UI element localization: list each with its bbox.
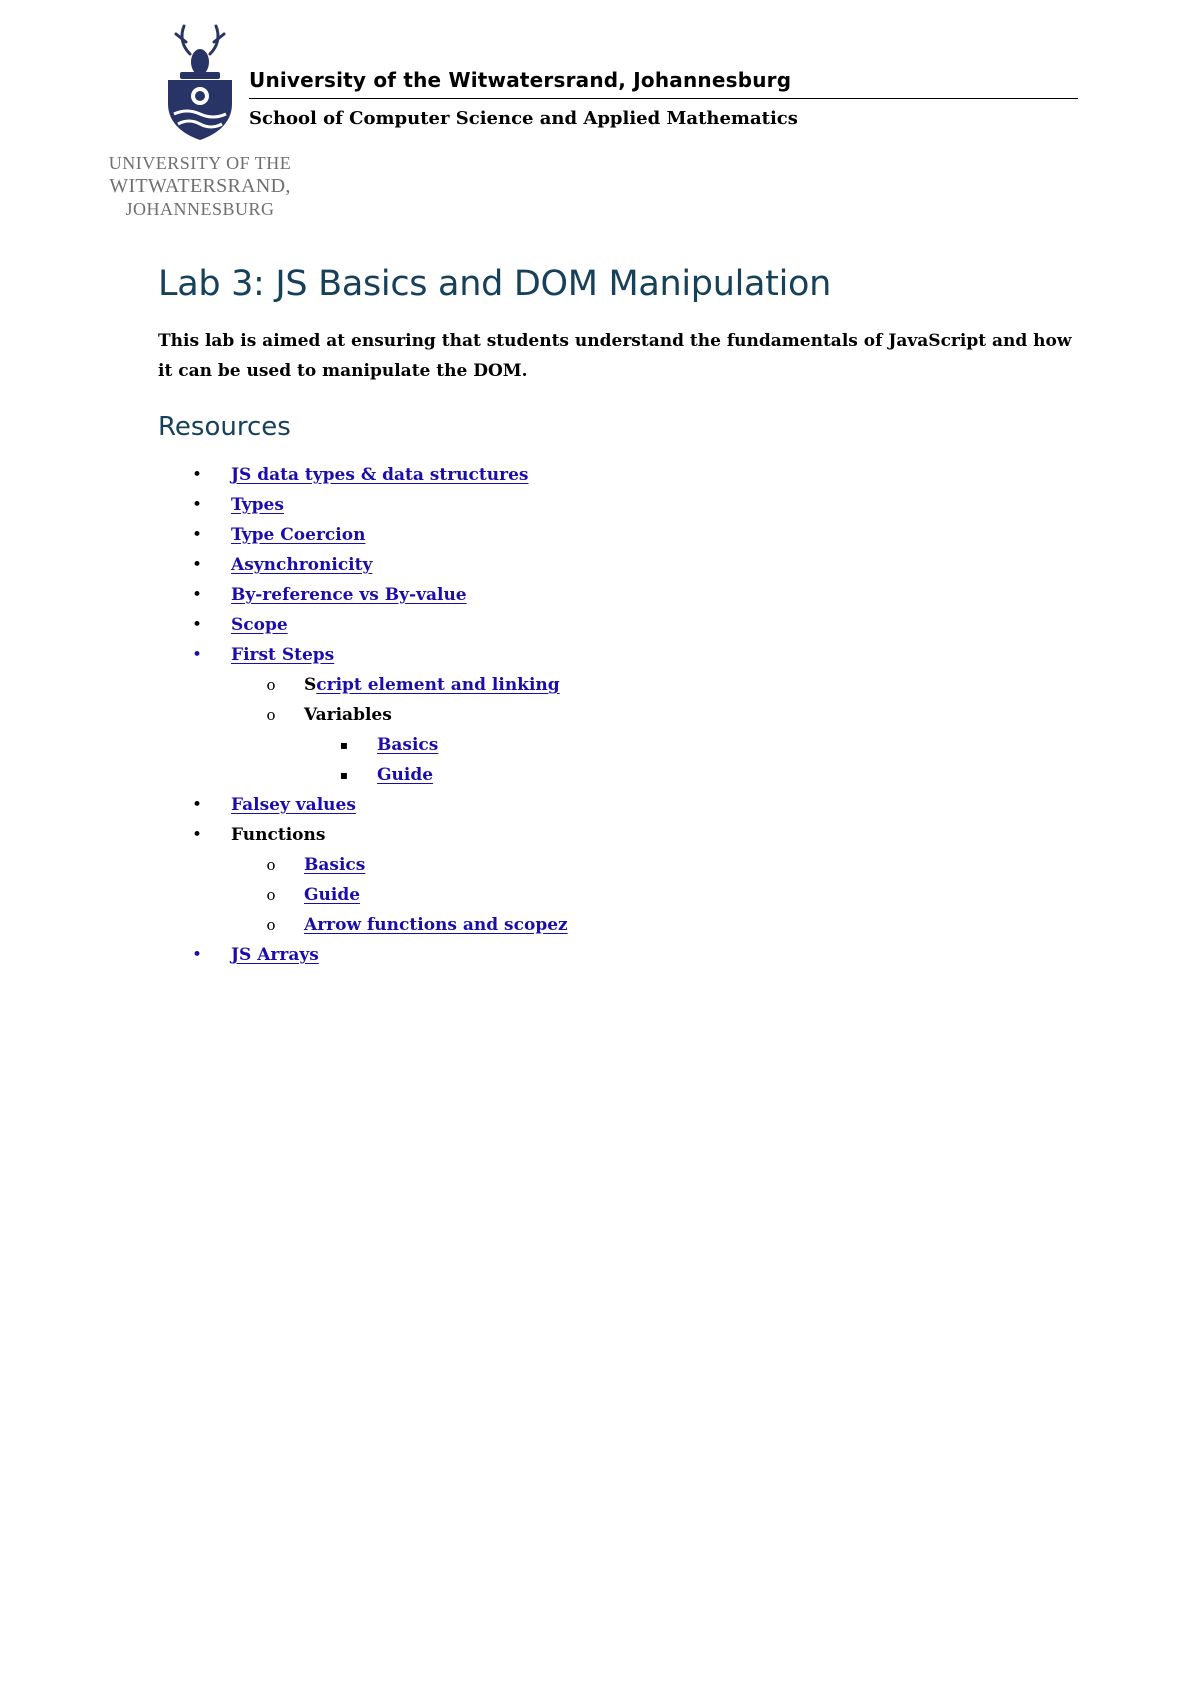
resource-link[interactable]: Type Coercion bbox=[231, 525, 366, 545]
resource-item bbox=[0, 820, 1200, 850]
bullet-icon: ▪ bbox=[339, 738, 349, 752]
resource-link[interactable]: Guide bbox=[304, 885, 361, 905]
resource-link[interactable]: Types bbox=[231, 495, 284, 515]
resource-link[interactable]: Basics bbox=[377, 735, 439, 755]
resource-item bbox=[0, 730, 1200, 760]
resource-item bbox=[0, 520, 1200, 550]
resource-item bbox=[0, 910, 1200, 940]
resource-link[interactable]: By-reference vs By-value bbox=[231, 585, 467, 605]
resource-item bbox=[0, 580, 1200, 610]
resource-text bbox=[231, 790, 356, 820]
resources-heading: Resources bbox=[158, 412, 291, 442]
bullet-icon: o bbox=[266, 886, 276, 904]
logo-line-2: WITWATERSRAND, bbox=[109, 175, 291, 197]
resource-link[interactable]: cript element and linking bbox=[316, 675, 560, 695]
resource-text bbox=[231, 640, 334, 670]
resource-text bbox=[231, 820, 325, 850]
page-title: Lab 3: JS Basics and DOM Manipulation bbox=[158, 264, 832, 304]
resource-item bbox=[0, 550, 1200, 580]
university-name: University of the Witwatersrand, Johannesburg bbox=[249, 68, 792, 92]
resource-text bbox=[231, 940, 319, 970]
resource-link[interactable]: JS data types & data structures bbox=[231, 465, 529, 485]
resource-item bbox=[0, 850, 1200, 880]
logo-line-1: UNIVERSITY OF THE bbox=[108, 153, 292, 173]
resource-text bbox=[304, 910, 568, 940]
bullet-icon: • bbox=[191, 945, 203, 965]
bullet-icon: • bbox=[191, 495, 203, 515]
bullet-icon: o bbox=[266, 916, 276, 934]
resource-item bbox=[0, 640, 1200, 670]
resource-item bbox=[0, 790, 1200, 820]
resource-text bbox=[304, 700, 392, 730]
resource-item bbox=[0, 670, 1200, 700]
bullet-icon: • bbox=[191, 795, 203, 815]
resource-item bbox=[0, 940, 1200, 970]
resource-text bbox=[377, 760, 433, 790]
resource-item bbox=[0, 610, 1200, 640]
resource-label: Variables bbox=[304, 705, 392, 725]
resource-item bbox=[0, 760, 1200, 790]
resource-link[interactable]: Arrow functions and scopez bbox=[304, 915, 568, 935]
resource-item bbox=[0, 490, 1200, 520]
resource-text bbox=[377, 730, 438, 760]
resource-text bbox=[231, 490, 284, 520]
resource-link[interactable]: JS Arrays bbox=[231, 945, 319, 965]
bullet-icon: • bbox=[191, 825, 203, 845]
bullet-icon: • bbox=[191, 585, 203, 605]
resource-item bbox=[0, 880, 1200, 910]
bullet-icon: ▪ bbox=[339, 768, 349, 782]
resource-text bbox=[304, 850, 365, 880]
resource-prefix: S bbox=[304, 675, 317, 695]
resource-text bbox=[231, 520, 365, 550]
header-divider bbox=[249, 98, 1078, 99]
resource-text bbox=[304, 880, 360, 910]
resources-list bbox=[0, 460, 1200, 970]
bullet-icon: o bbox=[266, 706, 276, 724]
wits-logo-wordmark bbox=[105, 152, 295, 221]
resource-text bbox=[231, 460, 528, 490]
resource-label: Functions bbox=[231, 825, 326, 845]
resource-text bbox=[231, 610, 288, 640]
resource-item bbox=[0, 460, 1200, 490]
bullet-icon: • bbox=[191, 615, 203, 635]
resource-link[interactable]: Scope bbox=[231, 615, 288, 635]
bullet-icon: • bbox=[191, 555, 203, 575]
resource-link[interactable]: Basics bbox=[304, 855, 366, 875]
bullet-icon: • bbox=[191, 645, 203, 665]
resource-link[interactable]: Guide bbox=[377, 765, 434, 785]
resource-link[interactable]: First Steps bbox=[231, 645, 335, 665]
resource-item bbox=[0, 700, 1200, 730]
bullet-icon: • bbox=[191, 465, 203, 485]
logo-line-3: JOHANNESBURG bbox=[125, 199, 275, 219]
intro-paragraph: This lab is aimed at ensuring that students understand the fundamentals of JavaScript and how it can be used to manipulate the DOM. bbox=[158, 331, 1072, 381]
resource-text bbox=[231, 550, 372, 580]
school-name: School of Computer Science and Applied Mathematics bbox=[249, 108, 798, 129]
wits-crest-icon bbox=[160, 24, 240, 142]
resource-link[interactable]: Asynchronicity bbox=[231, 555, 373, 575]
resource-text bbox=[304, 670, 560, 700]
bullet-icon: o bbox=[266, 856, 276, 874]
resource-link[interactable]: Falsey values bbox=[231, 795, 356, 815]
bullet-icon: o bbox=[266, 676, 276, 694]
resource-text bbox=[231, 580, 467, 610]
bullet-icon: • bbox=[191, 525, 203, 545]
